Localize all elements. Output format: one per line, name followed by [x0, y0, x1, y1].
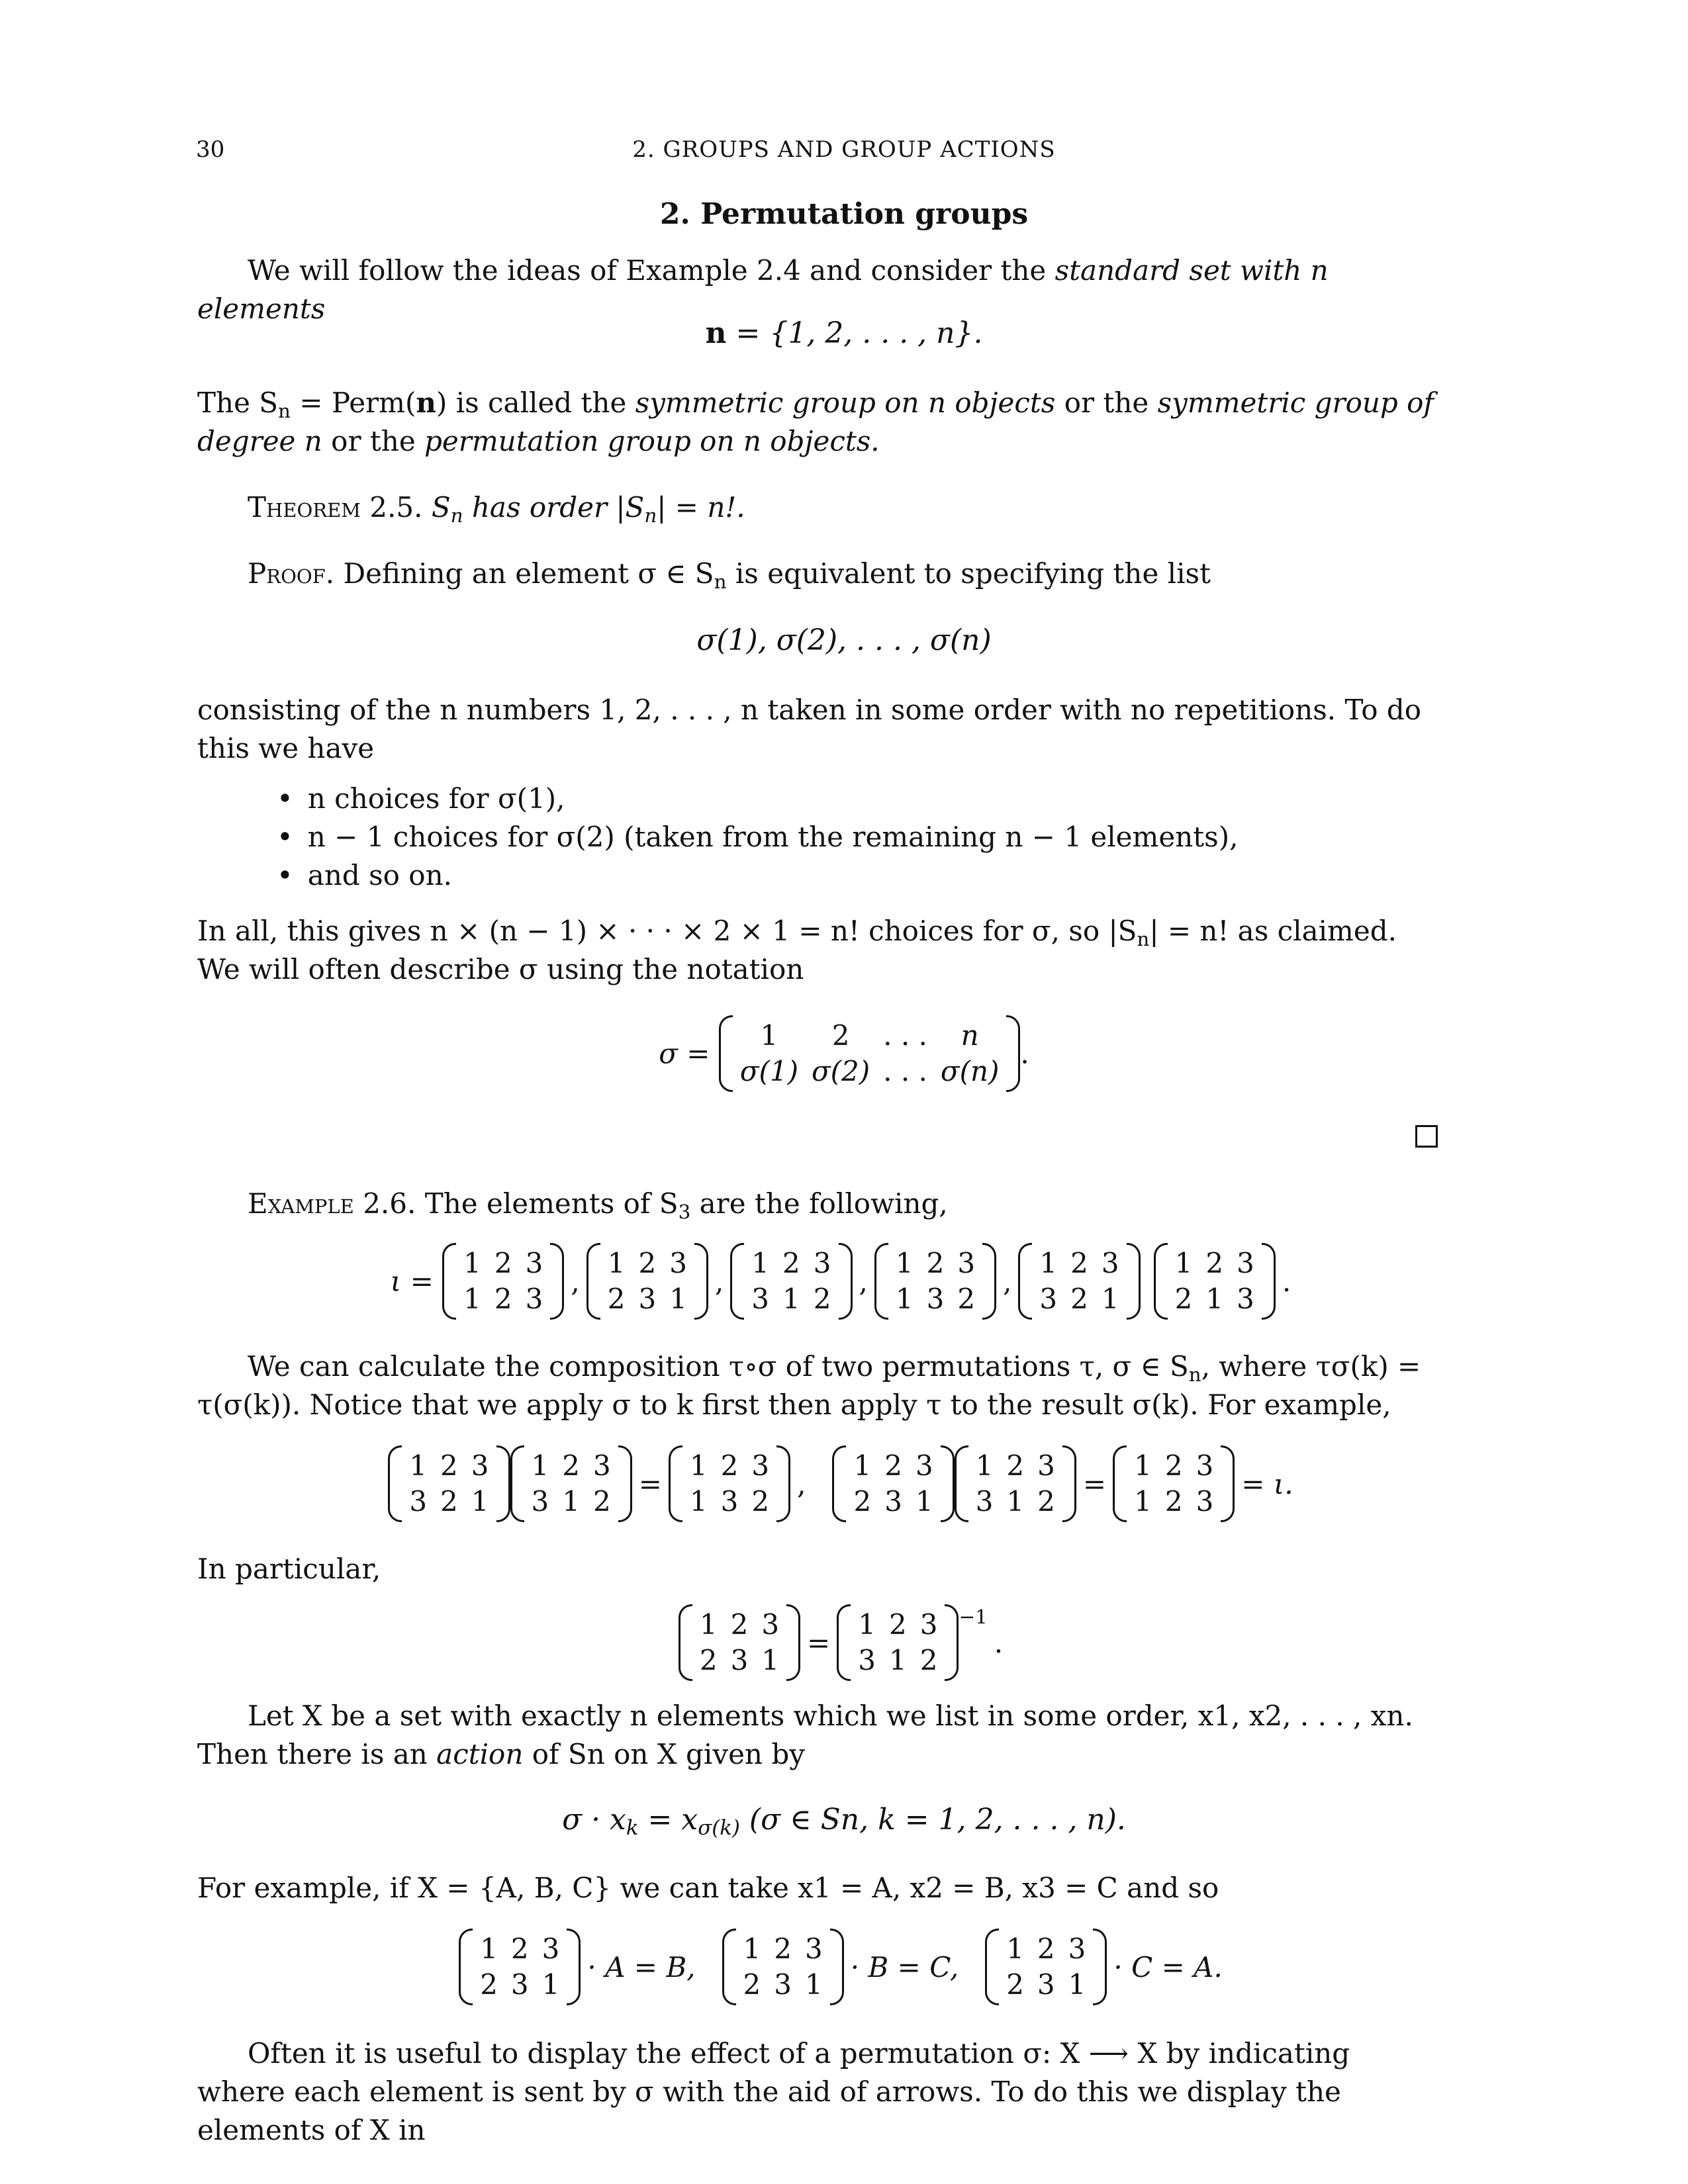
action-formula: $\sigma \cdot x_k = x_{\sigma(k)}$ (σ ∈ Sn, k = 1, 2, . . . , n). [562, 1803, 1126, 1840]
action-example-text: For example, if X = {A, B, C} we can take x1 = A, x2 = B, x3 = C and so [197, 1872, 1219, 1904]
sigma-notation: σ = 1 2 . . . n σ(1) σ(2) . . . σ(n) . [0, 1018, 1688, 1089]
list-item: • n choices for σ(1), [277, 780, 1238, 818]
permutation-matrix: 1 2 3 2 3 1 [679, 1607, 800, 1678]
qed-symbol [1415, 1125, 1438, 1148]
permutation-matrix: 1 2 3 3 1 2 [955, 1448, 1076, 1520]
page-number: 30 [196, 136, 225, 163]
proof-conclusion: In all, this gives n × (n − 1) × · · · × 2 × 1 = n! choices for σ, so $|S_n| = n$! as claimed. We will often describe σ using the notation [197, 915, 1397, 985]
proof-paragraph: Proof. Defining an element σ ∈ $S_n$ is equivalent to specifying the list [248, 557, 1211, 593]
permutation-matrix: 1 2 3 1 2 3 [1113, 1448, 1235, 1520]
in-particular: In particular, [197, 1553, 381, 1585]
list-item: • and so on. [277, 856, 1238, 895]
permutation-matrix: 1 2 3 3 1 2 [837, 1607, 959, 1678]
action-examples: 1 2 3 2 3 1 · A = B, 1 2 3 2 3 1 · B = C, 1 2 3 2 3 1 · C = A. [0, 1931, 1688, 2003]
permutation-matrix: 1 2 3 2 3 1 [832, 1448, 954, 1520]
permutation-matrix: 1 2 3 2 3 1 [985, 1931, 1107, 2003]
composition-examples: 1 2 3 3 2 1 1 2 3 3 1 2 = 1 2 3 1 3 2 , 1 2 3 2 3 1 1 2 3 3 1 2 = 1 2 3 1 2 3 = ι. [0, 1448, 1688, 1520]
running-title: 2. GROUPS AND GROUP ACTIONS [632, 136, 1056, 163]
s3-element-matrix: 1 2 3 3 1 2 [730, 1246, 852, 1317]
theorem-2-5: Theorem 2.5. $S_n$ has order $|S_n| = n$!. [248, 491, 745, 527]
list-item: • n − 1 choices for σ(2) (taken from the remaining n − 1 elements), [277, 818, 1238, 856]
s3-element-matrix: 1 2 3 2 1 3 [1154, 1246, 1276, 1317]
choices-list [277, 780, 1238, 895]
composition-paragraph: We can calculate the composition τ∘σ of two permutations τ, σ ∈ $S_n$, where τσ(k) = τ(σ(k)). Notice that we apply σ to k first then apply τ to the result σ(k). For example, [197, 1350, 1421, 1421]
inverse-equation: 1 2 3 2 3 1 = 1 2 3 3 1 2 $^{-1}$. [0, 1607, 1688, 1678]
permutation-matrix: 1 2 3 3 1 2 [510, 1448, 632, 1520]
s3-elements: ι = 1 2 3 1 2 3 , 1 2 3 2 3 1 , 1 2 3 3 1 2 , 1 2 3 1 3 2 , 1 2 3 3 2 1 1 2 3 2 1 3 . [0, 1246, 1688, 1317]
sigma-list-equation: σ(1), σ(2), . . . , σ(n) [696, 623, 992, 657]
standard-set-equation: n = {1, 2, . . . , n}. [705, 316, 983, 350]
s3-element-matrix: 1 2 3 3 2 1 [1018, 1246, 1140, 1317]
s3-element-matrix: 1 2 3 1 3 2 [874, 1246, 996, 1317]
permutation-matrix: 1 2 3 2 3 1 [722, 1931, 844, 2003]
proof-continuation: consisting of the n numbers 1, 2, . . . , n taken in some order with no repetitions. To do this we have [197, 694, 1422, 764]
definition-paragraph: The $S_n$ = Perm(n) is called the symmetric group on n objects or the symmetric group of degree n or the permutation group on n objects. [197, 387, 1434, 457]
s3-element-matrix: 1 2 3 2 3 1 [586, 1246, 708, 1317]
notation-matrix: 1 2 . . . n σ(1) σ(2) . . . σ(n) [719, 1018, 1021, 1089]
permutation-matrix: 1 2 3 1 3 2 [669, 1448, 790, 1520]
example-2-6: Example 2.6. The elements of $S_3$ are the following, [248, 1187, 948, 1223]
permutation-matrix: 1 2 3 2 3 1 [459, 1931, 581, 2003]
section-title: 2. Permutation groups [659, 197, 1029, 231]
action-paragraph: Let X be a set with exactly n elements which we list in some order, x1, x2, . . . , xn. Then there is an action of Sn on X given by [197, 1700, 1413, 1770]
intro-paragraph: We will follow the ideas of Example 2.4 and consider the standard set with n elements [197, 254, 1329, 325]
permutation-matrix: 1 2 3 3 2 1 [388, 1448, 510, 1520]
s3-element-matrix: 1 2 3 1 2 3 [442, 1246, 564, 1317]
closing-paragraph: Often it is useful to display the effect of a permutation σ: X ⟶ X by indicating where each element is sent by σ with the aid of arrows. To do this we display the elements of X in [197, 2037, 1350, 2146]
